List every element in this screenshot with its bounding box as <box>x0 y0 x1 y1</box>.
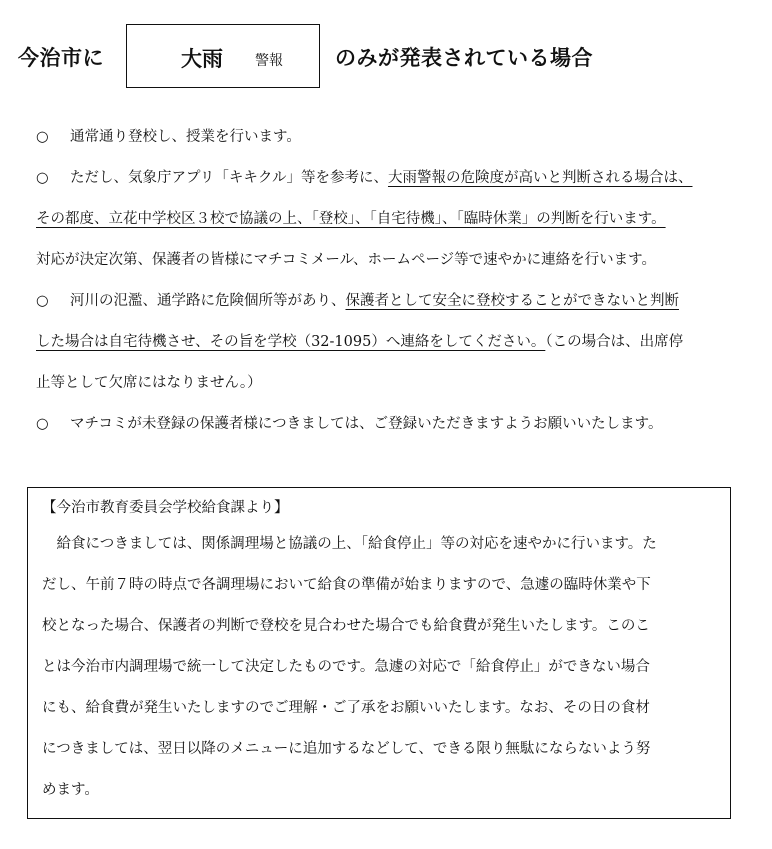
warning-type-sub: 警報 <box>255 53 283 69</box>
school-lunch-notice-box <box>27 487 731 819</box>
notice-list <box>20 124 755 452</box>
lunch-box-line: につきましては、翌日以降のメニューに追加するなどして、できる限り無駄にならないよう努 <box>42 741 651 757</box>
warning-type-main: 大雨 <box>181 47 223 71</box>
notice-text: 止等として欠席にはなりません。） <box>36 375 262 391</box>
notice-item <box>20 411 755 452</box>
notice-item <box>20 165 755 288</box>
lunch-box-line: 校となった場合、保護者の判断で登校を見合わせた場合でも給食費が発生いたします。このこ <box>42 618 650 634</box>
warning-type-box <box>126 24 320 88</box>
notice-text: 対応が決定次第、保護者の皆様にマチコミメール、ホームページ等で速やかに連絡を行います。 <box>36 252 657 268</box>
notice-line <box>36 165 755 206</box>
lunch-box-line: 給食につきましては、関係調理場と協議の上、「給食停止」等の対応を速やかに行います。た <box>42 536 657 552</box>
notice-emphasis-text: 保護者として安全に登校することができないと判断 <box>345 293 679 309</box>
notice-item <box>20 124 755 165</box>
lunch-box-title: 【今治市教育委員会学校給食課より】 <box>42 500 289 516</box>
bullet-circle-icon: ○ <box>36 129 49 145</box>
lunch-box-line: にも、給食費が発生いたしますのでご理解・ご了承をお願いいたします。なお、その日の食材 <box>42 700 650 716</box>
heading-suffix: のみが発表されている場合 <box>335 46 593 70</box>
notice-text: マチコミが未登録の保護者様につきましては、ご登録いただきますようお願いいたします。 <box>70 416 663 432</box>
notice-text: 通常通り登校し、授業を行います。 <box>70 129 301 145</box>
notice-text: （この場合は、出席停 <box>545 334 684 350</box>
page-heading <box>18 24 758 92</box>
bullet-circle-icon: ○ <box>36 293 49 309</box>
bullet-circle-icon: ○ <box>36 416 49 432</box>
notice-emphasis-text: した場合は自宅待機させ、その旨を学校（32-1095）へ連絡をしてください。 <box>36 334 546 350</box>
notice-line <box>36 124 755 165</box>
notice-line <box>36 329 755 370</box>
lunch-box-line: めます。 <box>42 782 99 798</box>
lunch-box-line: だし、午前７時の時点で各調理場において給食の準備が始まりますので、急遽の臨時休業や下 <box>42 577 651 593</box>
lunch-box-line: とは今治市内調理場で統一して決定したものです。急遽の対応で「給食停止」ができない場合 <box>42 659 650 675</box>
notice-emphasis-text: 大雨警報の危険度が高いと判断される場合は、 <box>387 170 693 186</box>
notice-text: ただし、気象庁アプリ「キキクル」等を参考に、 <box>70 170 388 186</box>
notice-line <box>36 411 755 452</box>
notice-line <box>36 247 755 288</box>
bullet-circle-icon: ○ <box>36 170 49 186</box>
notice-item <box>20 288 755 411</box>
heading-prefix: 今治市に <box>18 46 104 70</box>
notice-text: 河川の氾濫、通学路に危険個所等があり、 <box>70 293 346 309</box>
notice-line <box>36 206 755 247</box>
notice-emphasis-text: その都度、立花中学校区３校で協議の上、「登校」、「自宅待機」、「臨時休業」の判断を行います。 <box>36 211 666 227</box>
notice-line <box>36 370 755 411</box>
notice-line <box>36 288 755 329</box>
